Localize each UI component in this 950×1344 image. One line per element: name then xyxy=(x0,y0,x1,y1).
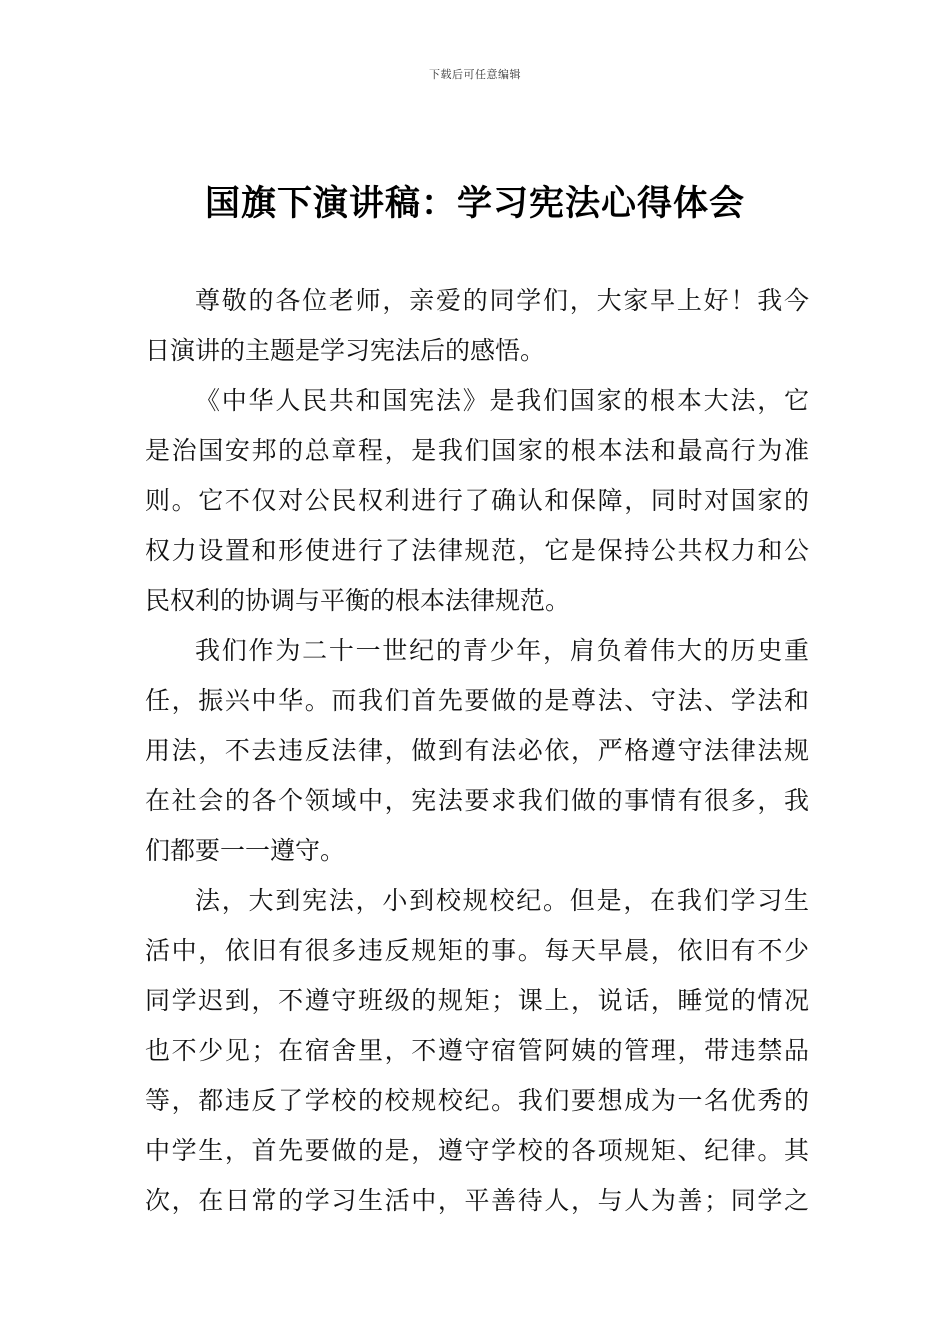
text-line: 用法，不去违反法律，做到有法必依，严格遵守法律法规 xyxy=(145,736,809,765)
text-line: 权力设置和形使进行了法律规范，它是保持公共权力和公 xyxy=(145,536,809,565)
text-line: 在社会的各个领域中，宪法要求我们做的事情有很多，我 xyxy=(145,786,809,815)
text-line: 我们作为二十一世纪的青少年，肩负着伟大的历史重 xyxy=(195,636,809,665)
text-line: 同学迟到，不遵守班级的规矩；课上，说话，睡觉的情况 xyxy=(145,986,809,1015)
text-line: 中学生，首先要做的是，遵守学校的各项规矩、纪律。其 xyxy=(145,1136,809,1165)
header-note: 下载后可任意编辑 xyxy=(429,68,521,81)
text-line: 次，在日常的学习生活中，平善待人，与人为善；同学之 xyxy=(145,1186,809,1215)
text-line: 尊敬的各位老师，亲爱的同学们，大家早上好！我今 xyxy=(195,286,809,315)
text-line: 法，大到宪法，小到校规校纪。但是，在我们学习生 xyxy=(195,886,809,915)
text-line: 民权利的协调与平衡的根本法律规范。 xyxy=(145,586,571,615)
text-line: 也不少见；在宿舍里，不遵守宿管阿姨的管理，带违禁品 xyxy=(145,1036,809,1065)
text-line: 是治国安邦的总章程，是我们国家的根本法和最高行为准 xyxy=(145,436,809,465)
text-line: 任，振兴中华。而我们首先要做的是尊法、守法、学法和 xyxy=(145,686,809,715)
text-line: 《中华人民共和国宪法》是我们国家的根本大法，它 xyxy=(195,386,809,415)
text-line: 们都要一一遵守。 xyxy=(145,836,346,865)
text-line: 活中，依旧有很多违反规矩的事。每天早晨，依旧有不少 xyxy=(145,936,809,965)
document-title: 国旗下演讲稿：学习宪法心得体会 xyxy=(204,184,745,224)
text-line: 等，都违反了学校的校规校纪。我们要想成为一名优秀的 xyxy=(145,1086,809,1115)
text-line: 日演讲的主题是学习宪法后的感悟。 xyxy=(145,336,546,365)
body-text xyxy=(145,276,809,1226)
text-line: 则。它不仅对公民权利进行了确认和保障，同时对国家的 xyxy=(145,486,809,515)
